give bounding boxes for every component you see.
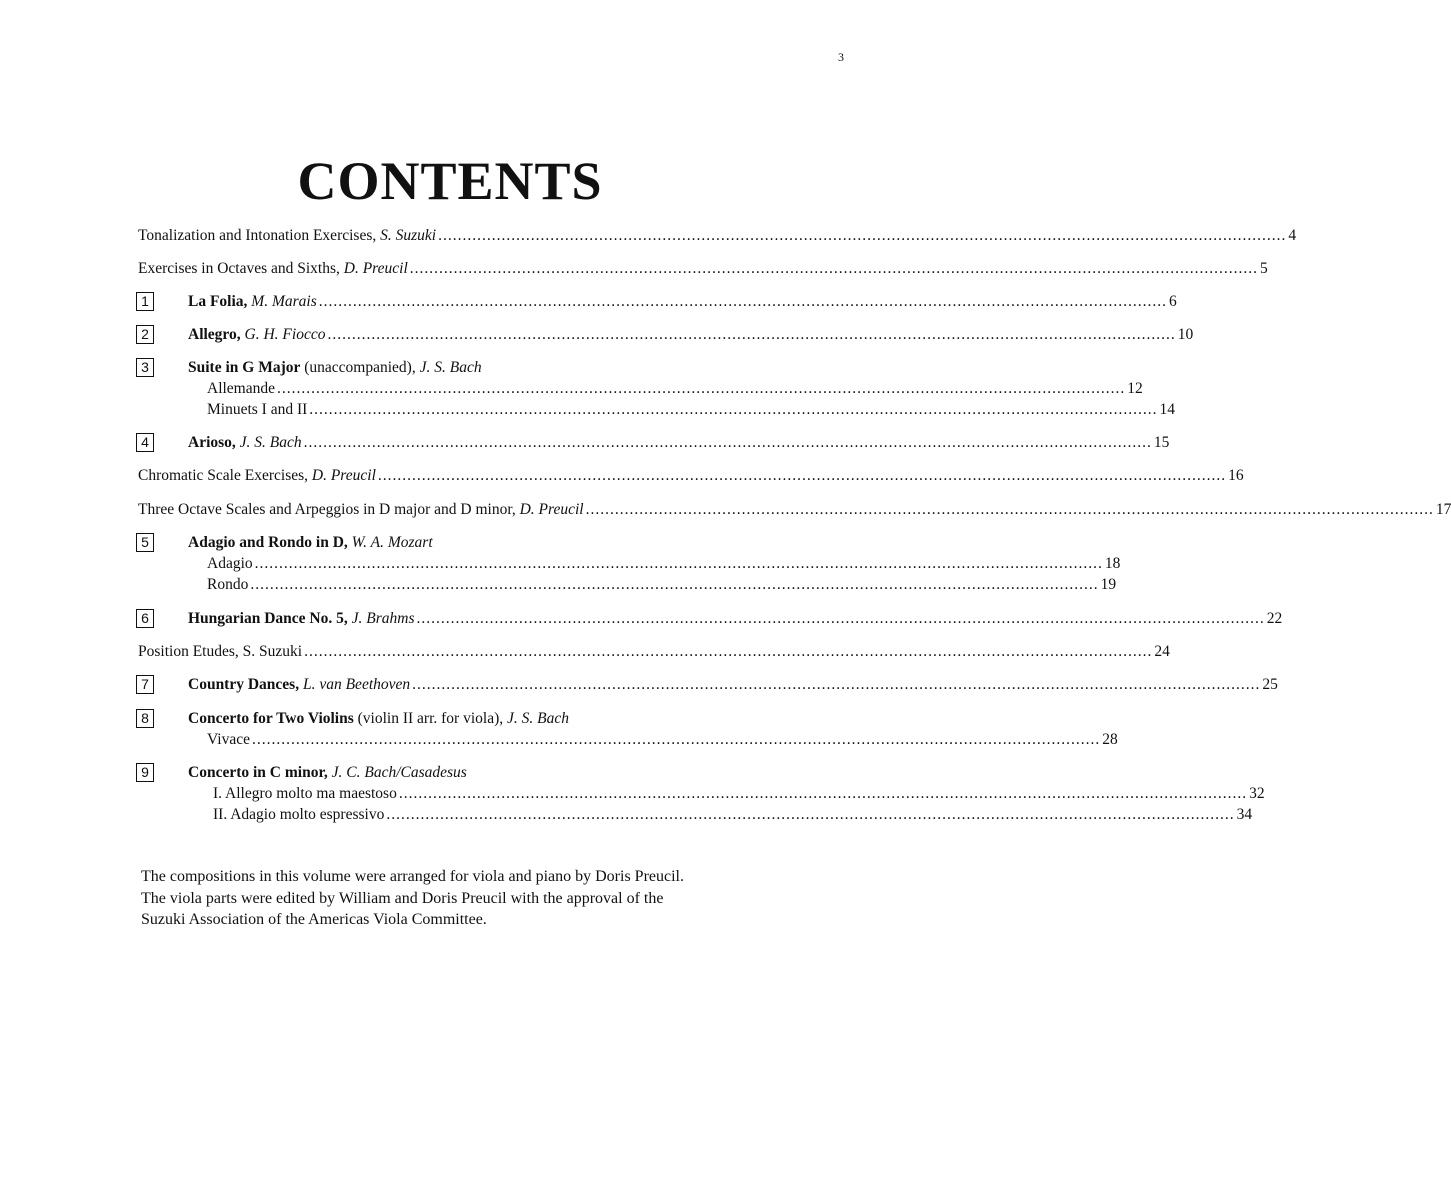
entry-title: Rondo [207,576,249,593]
leader-dots: .............................................................................................................................................................................. [377,467,1227,484]
toc-subentry-adagio-molto[interactable] [213,804,1253,826]
leader-dots: .............................................................................................................................................................................. [254,555,1103,572]
entry-author: J. S. Bach [507,710,569,727]
leader-dots: .............................................................................................................................................................................. [304,643,1153,660]
entry-title: Concerto for Two Violins [188,710,354,727]
leader-dots: .............................................................................................................................................................................. [277,380,1126,397]
toc-subentry-adagio[interactable] [207,553,1121,575]
entry-author: D. Preucil [343,260,408,277]
entry-title: I. Allegro molto ma maestoso [213,785,397,802]
entry-title: Suite in G Major [188,359,301,376]
entry-title: Adagio and Rondo in D, [188,534,348,551]
page-ref: 14 [1159,401,1176,418]
entry-title: Concerto in C minor, [188,764,328,781]
toc-entry-la-folia[interactable] [138,291,1177,313]
entry-title: Minuets I and II [207,401,308,418]
entry-author: G. H. Fiocco [244,326,326,343]
entry-title: Arioso, [188,434,236,451]
piece-number-box: 9 [136,763,154,782]
page-ref: 5 [1260,260,1268,277]
toc-subentry-allemande[interactable] [207,378,1143,400]
leader-dots: .............................................................................................................................................................................. [327,326,1176,343]
entry-title: Country Dances, [188,676,300,693]
leader-dots: .............................................................................................................................................................................. [438,227,1287,244]
arrangement-note [141,866,766,931]
toc-entry-adagio-rondo[interactable] [138,532,760,554]
entry-title: Exercises in Octaves and Sixths, [138,260,344,277]
entry-author: D. Preucil [311,467,376,484]
entry-title: Chromatic Scale Exercises, [138,467,312,484]
piece-number-box: 6 [136,609,154,628]
toc-entry-hungarian-dance[interactable] [138,608,1283,630]
entry-note: (violin II arr. for viola), [353,710,507,727]
toc-entry-chromatic[interactable] [138,465,1244,487]
entry-title: La Folia, [188,293,248,310]
toc-entry-arioso[interactable] [138,432,1170,454]
page-ref: 16 [1228,467,1244,484]
page-ref: 18 [1104,555,1121,572]
toc-subentry-minuets[interactable] [207,399,1176,421]
page-ref: 17 [1435,501,1451,518]
page-ref: 4 [1288,227,1297,244]
toc-entry-octaves[interactable] [138,258,1268,280]
toc-entry-concerto-c-minor[interactable] [138,762,760,784]
entry-author: J. Brahms [351,610,415,627]
toc-subentry-allegro-molto[interactable] [213,783,1265,805]
piece-number-box: 7 [136,675,154,694]
leader-dots: .............................................................................................................................................................................. [416,610,1265,627]
page-ref: 15 [1153,434,1170,451]
entry-title: Allemande [207,380,276,397]
toc-entry-suite-g-major[interactable] [138,357,760,379]
page-ref: 32 [1249,785,1265,802]
leader-dots: .............................................................................................................................................................................. [309,401,1158,418]
piece-number-box: 8 [136,709,154,728]
toc-entry-three-octave[interactable] [138,499,1451,521]
entry-title: Allegro, [188,326,241,343]
leader-dots: .............................................................................................................................................................................. [303,434,1152,451]
toc-entry-allegro[interactable] [138,324,1194,346]
toc-entry-position-etudes[interactable] [138,641,1170,663]
entry-title: Position Etudes, S. Suzuki [138,643,303,660]
entry-author: J. S. Bach [419,359,482,376]
entry-title: II. Adagio molto espressivo [213,806,385,823]
page-ref: 10 [1177,326,1194,343]
entry-author: D. Preucil [519,501,584,518]
page-ref: 22 [1266,610,1283,627]
entry-author: J. C. Bach/Casadesus [331,764,467,781]
toc-entry-tonalization[interactable] [138,225,1297,247]
page-ref: 6 [1169,293,1177,310]
leader-dots: .............................................................................................................................................................................. [398,785,1248,802]
piece-number-box: 3 [136,358,154,377]
page-ref: 25 [1262,676,1278,693]
leader-dots: .............................................................................................................................................................................. [250,576,1099,593]
entry-title: Adagio [207,555,253,572]
toc-subentry-rondo[interactable] [207,574,1117,596]
entry-note: (unaccompanied), [300,359,420,376]
page-ref: 34 [1236,806,1253,823]
leader-dots: .............................................................................................................................................................................. [318,293,1167,310]
page-ref: 24 [1154,643,1170,660]
page-ref: 12 [1127,380,1143,397]
note-line: Suzuki Association of the Americas Viola Committee. [141,911,487,928]
leader-dots: .............................................................................................................................................................................. [585,501,1434,518]
entry-author: S. Suzuki [380,227,437,244]
entry-author: J. S. Bach [239,434,302,451]
piece-number-box: 2 [136,325,154,344]
leader-dots: .............................................................................................................................................................................. [386,806,1235,823]
piece-number-box: 4 [136,433,154,452]
leader-dots: .............................................................................................................................................................................. [412,676,1261,693]
entry-author: L. van Beethoven [302,676,411,693]
toc-subentry-vivace[interactable] [207,729,1118,751]
piece-number-box: 5 [136,533,154,552]
entry-title: Tonalization and Intonation Exercises, [138,227,381,244]
entry-author: W. A. Mozart [351,534,433,551]
page-title: CONTENTS [297,151,603,211]
entry-author: M. Marais [251,293,317,310]
page-ref: 28 [1102,731,1118,748]
leader-dots: .............................................................................................................................................................................. [409,260,1259,277]
toc-entry-concerto-two-violins[interactable] [138,708,760,730]
entry-title: Vivace [207,731,250,748]
piece-number-box: 1 [136,292,154,311]
page-number: 3 [838,50,844,64]
entry-title: Three Octave Scales and Arpeggios in D major and D minor, [138,501,520,518]
page-ref: 19 [1100,576,1117,593]
leader-dots: .............................................................................................................................................................................. [251,731,1101,748]
note-line: The viola parts were edited by William and Doris Preucil with the approval of the [141,889,664,907]
toc-entry-country-dances[interactable] [138,674,1278,696]
entry-title: Hungarian Dance No. 5, [188,610,348,627]
note-line: The compositions in this volume were arranged for viola and piano by Doris Preucil. [141,868,684,885]
